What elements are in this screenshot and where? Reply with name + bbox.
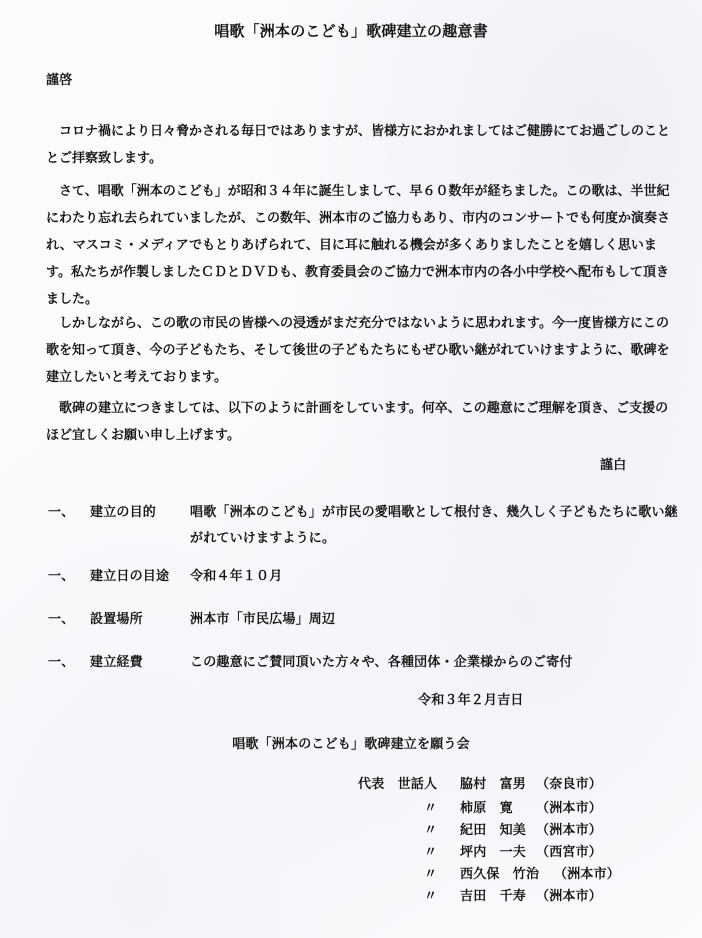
member-role: 〃 bbox=[424, 823, 438, 838]
paragraph-2: さて、唱歌「洲本のこども」が昭和３４年に誕生しまして、早６０数年が経ちました。この歌は、半世紀にわたり忘れ去られていましたが、この数年、洲本市のご協力もあり、市内のコンサートでも何度か演奏され、マスコミ・メディアでもとりあげられて、目に耳に触れる機会が多くありましたことを嬉しく思います。私たちが作製しましたＣＤとＤＶＤも、教育委員会のご協力で洲本市内の各小中学校へ配布もして頂きました。 bbox=[46, 184, 671, 307]
item-mark: 一、 bbox=[48, 612, 75, 627]
page-title: 唱歌「洲本のこども」歌碑建立の趣意書 bbox=[214, 22, 488, 40]
item-mark: 一、 bbox=[48, 569, 75, 584]
member-name: 紀田 知美 bbox=[460, 823, 527, 838]
closing: 謹白 bbox=[600, 458, 627, 473]
member-role: 〃 bbox=[424, 845, 438, 860]
item-label-purpose: 建立の目的 bbox=[90, 505, 157, 520]
member-name: 吉田 千寿 bbox=[460, 889, 527, 904]
member-role: 代表 世話人 bbox=[358, 777, 438, 792]
member-name: 坪内 一夫 bbox=[460, 845, 527, 860]
item-text-cost: この趣意にご賛同頂いた方々や、各種団体・企業様からのご寄付 bbox=[190, 655, 573, 670]
member-place: （西宮市） bbox=[536, 845, 603, 860]
member-role: 〃 bbox=[424, 801, 438, 816]
item-mark: 一、 bbox=[48, 505, 75, 520]
document-date: 令和３年２月吉日 bbox=[418, 693, 524, 708]
member-place: （洲本市） bbox=[536, 801, 603, 816]
member-name: 西久保 竹治 bbox=[460, 867, 540, 882]
paragraph-1: コロナ禍により日々脅かされる毎日ではありますが、皆様方におかれましてはご健勝にてお過ごしのこととご拝察致します。 bbox=[46, 124, 671, 166]
paragraph-4: 歌碑の建立につきましては、以下のように計画をしています。何卒、この趣意にご理解を頂き、ご支援のほど宜しくお願い申し上げます。 bbox=[46, 401, 669, 443]
item-text-location: 洲本市「市民広場」周辺 bbox=[190, 612, 336, 627]
member-place: （奈良市） bbox=[536, 777, 603, 792]
member-role: 〃 bbox=[424, 889, 438, 904]
item-label-target-date: 建立日の目途 bbox=[90, 569, 170, 584]
item-label-cost: 建立経費 bbox=[90, 655, 143, 670]
member-name: 柿原 寛 bbox=[460, 801, 513, 816]
item-label-location: 設置場所 bbox=[90, 612, 143, 627]
organization-name: 唱歌「洲本のこども」歌碑建立を願う会 bbox=[232, 737, 470, 752]
member-place: （洲本市） bbox=[536, 889, 603, 904]
item-text-purpose: 唱歌「洲本のこども」が市民の愛唱歌として根付き、幾久しく子どもたちに歌い継がれていけますように。 bbox=[190, 505, 678, 546]
member-name: 脇村 富男 bbox=[460, 777, 527, 792]
member-place: （洲本市） bbox=[536, 823, 603, 838]
item-mark: 一、 bbox=[48, 655, 75, 670]
member-role: 〃 bbox=[424, 867, 438, 882]
salutation: 謹啓 bbox=[46, 73, 73, 88]
item-text-target-date: 令和４年１０月 bbox=[190, 569, 283, 584]
paragraph-3: しかしながら、この歌の市民の皆様への浸透がまだ充分ではないように思われます。今一度皆様方にこの歌を知って頂き、今の子どもたち、そして後世の子どもたちにもぜひ歌い継がれていけますように、歌碑を建立したいと考えております。 bbox=[46, 316, 670, 385]
member-place: （洲本市） bbox=[554, 867, 621, 882]
